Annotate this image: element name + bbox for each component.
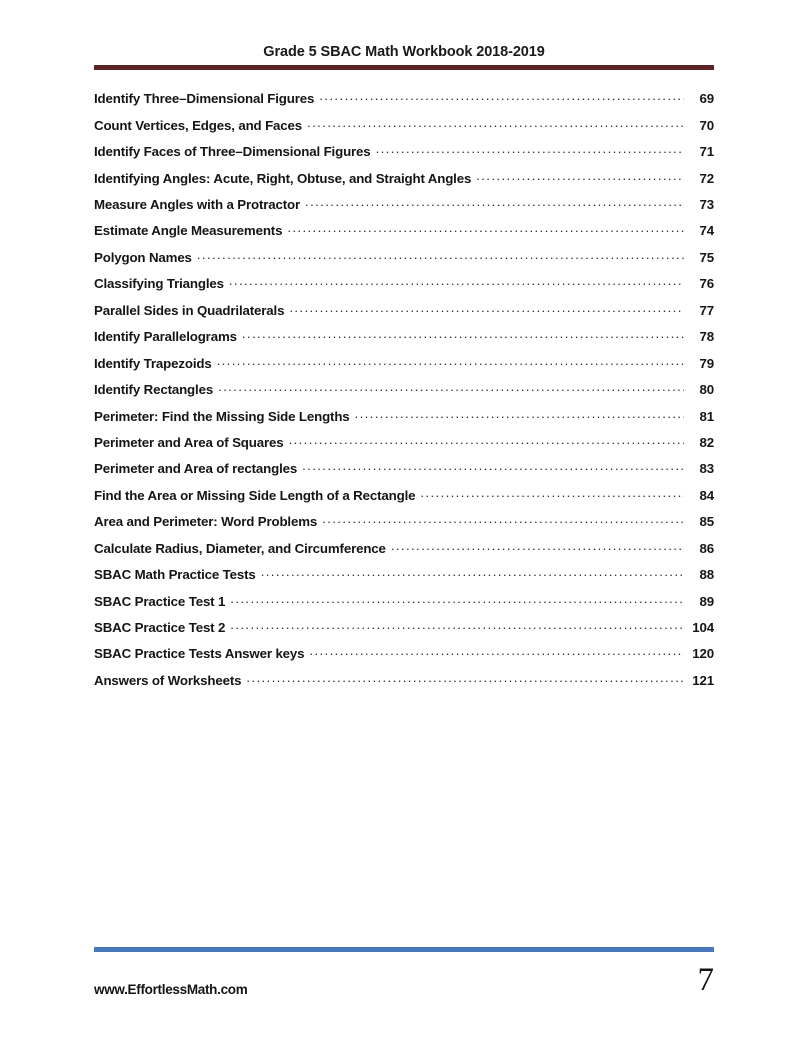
toc-entry[interactable] [94, 143, 714, 169]
toc-entry[interactable] [94, 302, 714, 328]
toc-entry-title: Answers of Worksheets [94, 672, 242, 688]
toc-dot-leader [420, 487, 684, 500]
table-of-contents [94, 90, 714, 698]
toc-entry-title: Perimeter and Area of Squares [94, 434, 284, 450]
toc-entry[interactable] [94, 513, 714, 539]
toc-dot-leader [302, 460, 684, 473]
toc-dot-leader [230, 619, 684, 632]
toc-dot-leader [229, 275, 684, 288]
toc-entry-page-number: 75 [699, 249, 714, 265]
toc-entry[interactable] [94, 381, 714, 407]
toc-entry-title: Perimeter and Area of rectangles [94, 461, 298, 477]
toc-dot-leader [246, 672, 684, 685]
toc-entry[interactable] [94, 116, 714, 142]
toc-dot-leader [305, 196, 684, 209]
toc-dot-leader [322, 513, 684, 526]
footer-divider-rule [94, 947, 714, 952]
toc-entry-page-number: 80 [699, 382, 714, 398]
toc-entry-title: Calculate Radius, Diameter, and Circumference [94, 540, 386, 556]
toc-dot-leader [391, 539, 684, 552]
toc-entry[interactable] [94, 222, 714, 248]
toc-entry[interactable] [94, 196, 714, 222]
toc-entry-page-number: 82 [699, 434, 714, 450]
toc-entry[interactable] [94, 645, 714, 671]
running-head-title: Grade 5 SBAC Math Workbook 2018-2019 [263, 44, 545, 60]
toc-entry-title: Identify Three–Dimensional Figures [94, 91, 315, 107]
toc-entry-title: Perimeter: Find the Missing Side Lengths [94, 408, 350, 424]
toc-dot-leader [307, 116, 684, 129]
toc-entry-page-number: 70 [699, 117, 714, 133]
toc-entry-title: Polygon Names [94, 249, 192, 265]
toc-entry-title: Count Vertices, Edges, and Faces [94, 117, 303, 133]
toc-entry-title: SBAC Practice Test 1 [94, 593, 226, 609]
page-footer [94, 947, 714, 997]
toc-dot-leader [289, 302, 684, 315]
toc-dot-leader [242, 328, 684, 341]
toc-entry-title: Identify Faces of Three–Dimensional Figures [94, 144, 371, 160]
toc-entry[interactable] [94, 566, 714, 592]
toc-entry-page-number: 85 [699, 514, 714, 530]
toc-entry[interactable] [94, 619, 714, 645]
header-divider-rule [94, 65, 714, 70]
toc-entry-page-number: 71 [699, 144, 714, 160]
toc-entry[interactable] [94, 539, 714, 565]
toc-entry-title: Area and Perimeter: Word Problems [94, 514, 318, 530]
toc-entry-title: Find the Area or Missing Side Length of a Rectangle [94, 487, 416, 503]
toc-entry-page-number: 74 [699, 223, 714, 239]
toc-dot-leader [230, 592, 684, 605]
toc-entry[interactable] [94, 249, 714, 275]
toc-entry-page-number: 83 [699, 461, 714, 477]
toc-entry-page-number: 77 [699, 302, 714, 318]
footer-website-url: www.EffortlessMath.com [94, 982, 248, 997]
toc-entry-title: Classifying Triangles [94, 276, 224, 292]
toc-entry-title: Identify Rectangles [94, 382, 214, 398]
toc-entry[interactable] [94, 328, 714, 354]
toc-entry[interactable] [94, 354, 714, 380]
toc-entry-title: Estimate Angle Measurements [94, 223, 283, 239]
toc-entry-page-number: 76 [699, 276, 714, 292]
toc-entry[interactable] [94, 487, 714, 513]
page-header [94, 44, 714, 70]
toc-dot-leader [287, 222, 684, 235]
toc-dot-leader [476, 169, 684, 182]
toc-entry-page-number: 78 [699, 329, 714, 345]
toc-entry-title: Identify Trapezoids [94, 355, 212, 371]
toc-entry-page-number: 104 [692, 620, 714, 636]
toc-entry[interactable] [94, 407, 714, 433]
toc-entry[interactable] [94, 90, 714, 116]
toc-entry-page-number: 121 [692, 672, 714, 688]
toc-entry-page-number: 69 [699, 91, 714, 107]
toc-entry[interactable] [94, 169, 714, 195]
toc-entry[interactable] [94, 434, 714, 460]
toc-dot-leader [197, 249, 684, 262]
toc-dot-leader [319, 90, 684, 103]
toc-dot-leader [218, 381, 684, 394]
toc-entry-page-number: 73 [699, 197, 714, 213]
toc-entry-page-number: 89 [699, 593, 714, 609]
toc-entry-page-number: 120 [692, 646, 714, 662]
toc-entry[interactable] [94, 672, 714, 698]
toc-entry-title: Identifying Angles: Acute, Right, Obtuse, and Straight Angles [94, 170, 472, 186]
toc-entry-title: SBAC Practice Tests Answer keys [94, 646, 305, 662]
toc-dot-leader [217, 354, 684, 367]
toc-entry-page-number: 88 [699, 567, 714, 583]
toc-dot-leader [289, 434, 684, 447]
toc-dot-leader [355, 407, 684, 420]
toc-entry-title: Parallel Sides in Quadrilaterals [94, 302, 285, 318]
footer-row [94, 961, 714, 997]
toc-dot-leader [376, 143, 684, 156]
toc-dot-leader [261, 566, 684, 579]
toc-entry[interactable] [94, 460, 714, 486]
toc-entry-page-number: 79 [699, 355, 714, 371]
toc-entry-title: Identify Parallelograms [94, 329, 237, 345]
toc-dot-leader [309, 645, 684, 658]
footer-page-number: 7 [697, 962, 714, 998]
toc-entry-page-number: 84 [699, 487, 714, 503]
toc-entry[interactable] [94, 275, 714, 301]
toc-entry-page-number: 81 [699, 408, 714, 424]
toc-entry-title: SBAC Practice Test 2 [94, 620, 226, 636]
toc-entry-page-number: 72 [699, 170, 714, 186]
toc-entry-title: SBAC Math Practice Tests [94, 567, 256, 583]
toc-entry-page-number: 86 [699, 540, 714, 556]
toc-entry[interactable] [94, 592, 714, 618]
toc-entry-title: Measure Angles with a Protractor [94, 197, 301, 213]
